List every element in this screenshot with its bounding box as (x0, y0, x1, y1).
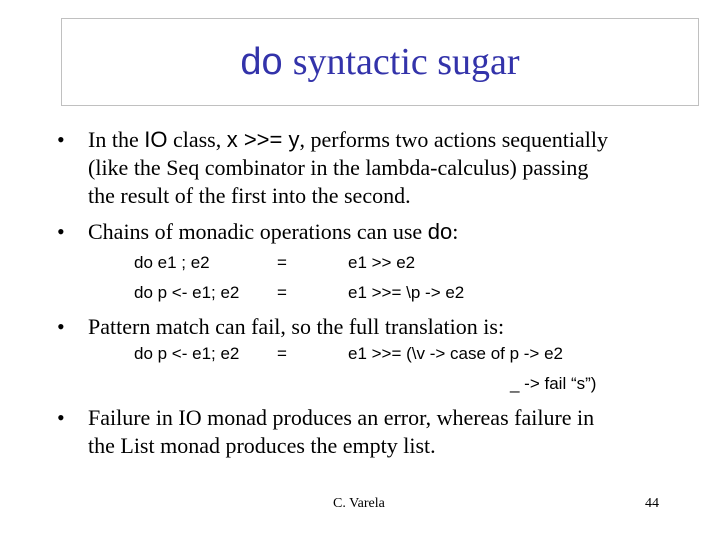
bullet-dot: • (57, 219, 65, 244)
bullet-1-line-1 (88, 126, 688, 154)
bullet-1-code: x >>= y (226, 127, 300, 152)
bullet-1-part: class, (167, 127, 227, 152)
bullet-2-code: do (427, 219, 453, 244)
footer-page-number: 44 (645, 496, 659, 511)
bullet-2-part: Chains of monadic operations can use (88, 219, 428, 244)
bullet-1-line-3: the result of the first into the second. (88, 183, 411, 208)
bullet-1-part: In the (88, 127, 145, 152)
title-code: do (240, 40, 283, 83)
code-row-2-rhs: e1 >>= \p -> e2 (348, 283, 465, 302)
code-row-3-lhs: do p <- e1; e2 (134, 344, 240, 363)
code-row-3-continuation: _ -> fail “s”) (510, 374, 597, 393)
code-row-1-rhs: e1 >> e2 (348, 253, 416, 272)
bullet-1-code: IO (144, 127, 168, 152)
bullet-2-text (88, 218, 688, 246)
bullet-dot: • (57, 127, 65, 152)
bullet-4-line-2: the List monad produces the empty list. (88, 433, 436, 458)
title-text: syntactic sugar (292, 41, 520, 83)
code-row-3-rhs: e1 >>= (\v -> case of p -> e2 (348, 344, 563, 363)
bullet-4-text (88, 404, 688, 460)
bullet-dot: • (57, 405, 65, 430)
bullet-1-part: , performs two actions sequentially (299, 127, 609, 152)
code-row-3-eq: = (277, 344, 287, 363)
bullet-dot: • (57, 314, 65, 339)
footer-author: C. Varela (333, 496, 385, 511)
code-row-1-eq: = (277, 253, 287, 272)
code-row-2-lhs: do p <- e1; e2 (134, 283, 240, 302)
bullet-1-line-2: (like the Seq combinator in the lambda-calculus) passing (88, 155, 589, 180)
bullet-2-part: : (452, 219, 459, 244)
bullet-1-text (88, 126, 688, 210)
bullet-4-line-1: Failure in IO monad produces an error, whereas failure in (88, 405, 595, 430)
code-row-2-eq: = (277, 283, 287, 302)
code-row-1-lhs: do e1 ; e2 (134, 253, 210, 272)
slide-title (61, 18, 699, 106)
bullet-3-text: Pattern match can fail, so the full translation is: (88, 314, 505, 339)
